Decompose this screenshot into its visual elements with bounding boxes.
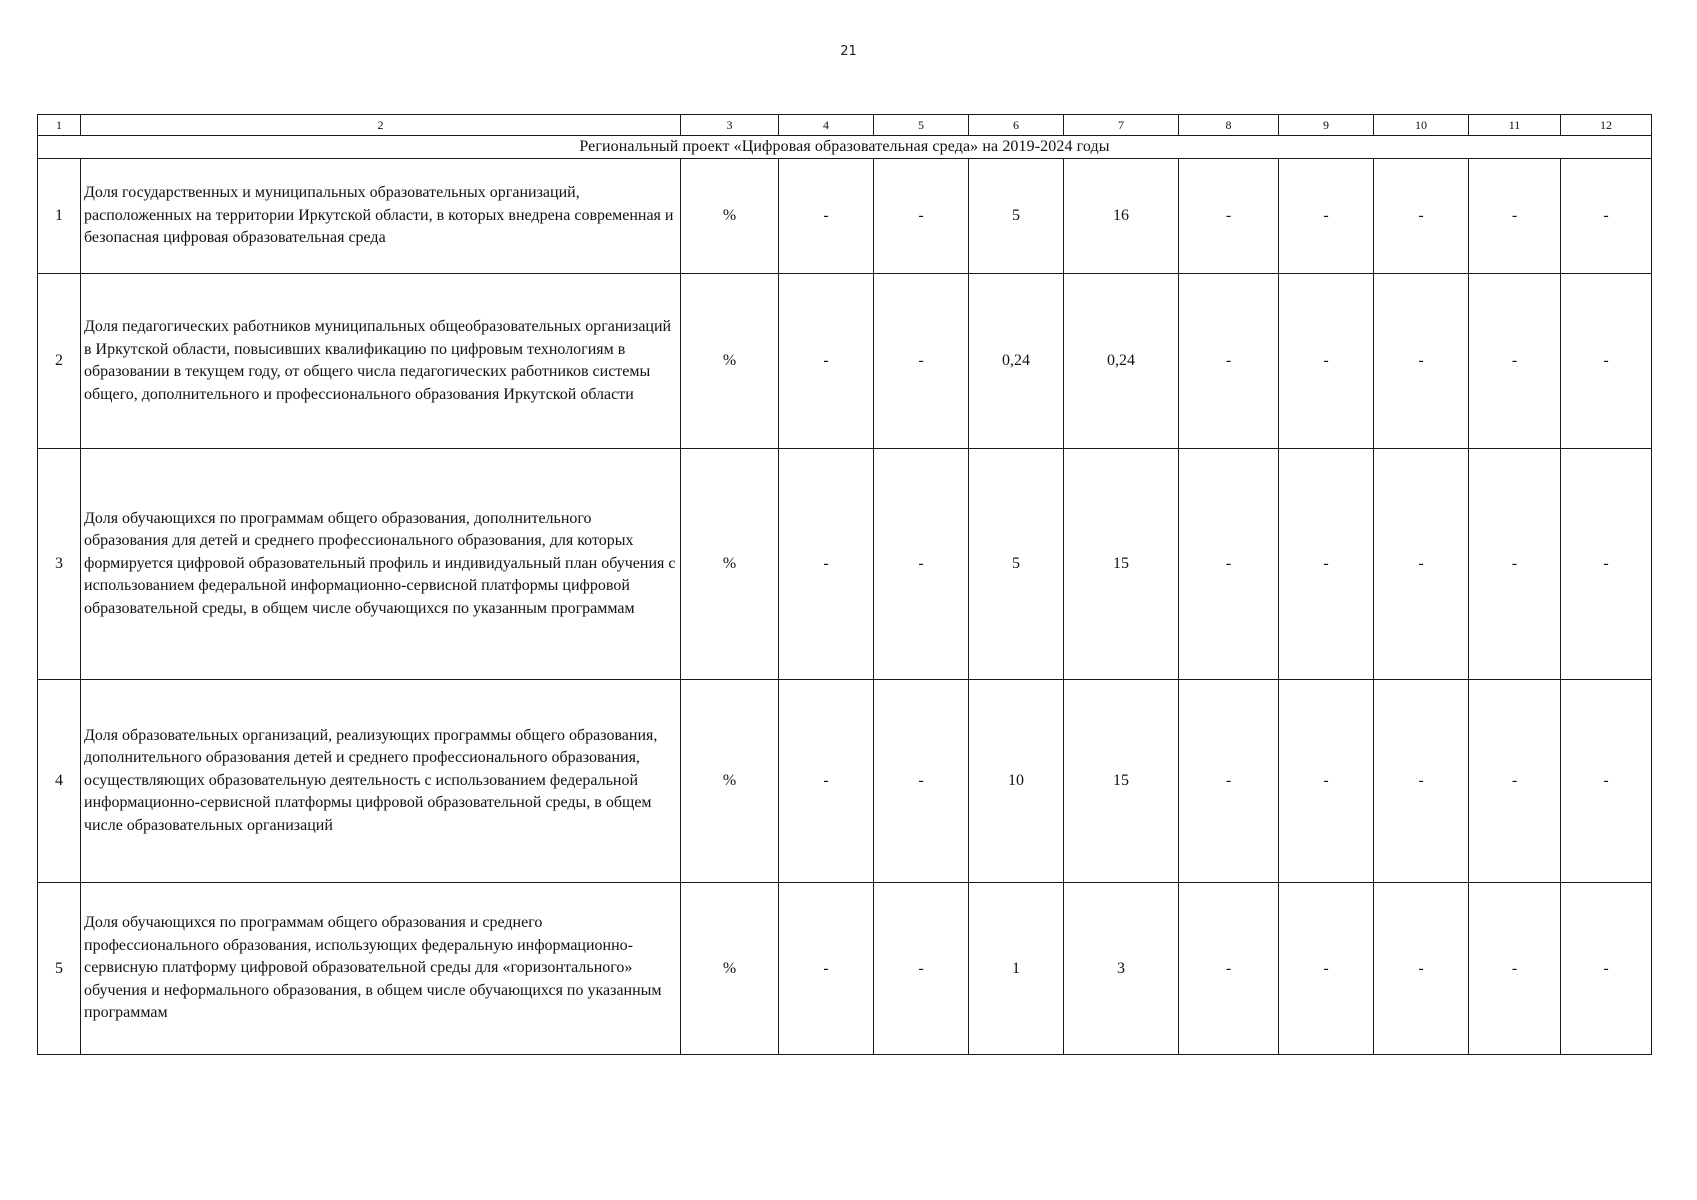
value-cell: - [1469,883,1561,1055]
value-cell: - [1179,883,1279,1055]
column-header: 9 [1279,115,1374,136]
column-header: 6 [969,115,1064,136]
value-cell: - [1561,159,1652,274]
value-cell: - [1561,274,1652,449]
value-cell: - [1279,159,1374,274]
value-cell: 5 [969,449,1064,680]
value-cell: - [1374,680,1469,883]
value-cell: - [874,274,969,449]
value-cell: - [874,159,969,274]
unit-cell: % [681,159,779,274]
value-cell: - [1179,274,1279,449]
row-number: 2 [38,274,81,449]
value-cell: 0,24 [969,274,1064,449]
value-cell: - [1561,449,1652,680]
unit-cell: % [681,883,779,1055]
column-header: 11 [1469,115,1561,136]
column-number-header-row [38,115,1652,136]
indicator-description: Доля государственных и муниципальных образовательных организаций, расположенных на территории Иркутской области, в которых внедрена современная и безопасная цифровая образовательная среда [81,159,681,274]
value-cell: - [1374,159,1469,274]
unit-cell: % [681,680,779,883]
value-cell: - [874,883,969,1055]
value-cell: - [1374,449,1469,680]
value-cell: 1 [969,883,1064,1055]
row-number: 5 [38,883,81,1055]
value-cell: - [1279,883,1374,1055]
value-cell: 15 [1064,680,1179,883]
column-header: 12 [1561,115,1652,136]
value-cell: - [1279,449,1374,680]
value-cell: 16 [1064,159,1179,274]
indicator-description: Доля обучающихся по программам общего образования и среднего профессионального образования, использующих федеральную информационно-сервисную платформу цифровой образовательной среды для «горизонтального» обучения и неформального образования, в общем числе обучающихся по указанным программам [81,883,681,1055]
value-cell: 3 [1064,883,1179,1055]
value-cell: - [874,449,969,680]
value-cell: - [779,274,874,449]
column-header: 1 [38,115,81,136]
value-cell: - [1469,159,1561,274]
value-cell: - [1279,274,1374,449]
value-cell: - [1469,274,1561,449]
row-number: 1 [38,159,81,274]
column-header: 3 [681,115,779,136]
value-cell: - [1374,883,1469,1055]
value-cell: 10 [969,680,1064,883]
value-cell: - [1179,680,1279,883]
value-cell: - [874,680,969,883]
value-cell: - [779,159,874,274]
column-header: 5 [874,115,969,136]
row-number: 3 [38,449,81,680]
value-cell: 15 [1064,449,1179,680]
indicator-description: Доля образовательных организаций, реализующих программы общего образования, дополнительного образования детей и среднего профессионального образования, осуществляющих образовательную деятельность с использованием федеральной информационно-сервисной платформы цифровой образовательной среды, в общем числе образовательных организаций [81,680,681,883]
column-header: 10 [1374,115,1469,136]
value-cell: 0,24 [1064,274,1179,449]
column-header: 2 [81,115,681,136]
table-row [38,159,1652,274]
project-title-row [38,136,1652,159]
table-row [38,274,1652,449]
unit-cell: % [681,274,779,449]
value-cell: - [1179,449,1279,680]
table-row [38,883,1652,1055]
value-cell: - [1279,680,1374,883]
value-cell: - [1561,680,1652,883]
indicator-description: Доля обучающихся по программам общего образования, дополнительного образования для детей и среднего профессионального образования, для которых формируется цифровой образовательный профиль и индивидуальный план обучения с использованием федеральной информационно-сервисной платформы цифровой образовательной среды, в общем числе обучающихся по указанным программам [81,449,681,680]
column-header: 4 [779,115,874,136]
table-row [38,680,1652,883]
project-title: Региональный проект «Цифровая образовательная среда» на 2019-2024 годы [38,136,1652,159]
value-cell: - [1469,680,1561,883]
unit-cell: % [681,449,779,680]
column-header: 8 [1179,115,1279,136]
page-number: 21 [840,44,857,59]
indicators-table [37,114,1652,1055]
value-cell: - [779,883,874,1055]
value-cell: - [1469,449,1561,680]
column-header: 7 [1064,115,1179,136]
value-cell: - [779,680,874,883]
value-cell: - [1561,883,1652,1055]
value-cell: - [1374,274,1469,449]
indicator-description: Доля педагогических работников муниципальных общеобразовательных организаций в Иркутской области, повысивших квалификацию по цифровым технологиям в образовании в текущем году, от общего числа педагогических работников системы общего, дополнительного и профессионального образования Иркутской области [81,274,681,449]
value-cell: - [779,449,874,680]
row-number: 4 [38,680,81,883]
table-row [38,449,1652,680]
value-cell: - [1179,159,1279,274]
value-cell: 5 [969,159,1064,274]
